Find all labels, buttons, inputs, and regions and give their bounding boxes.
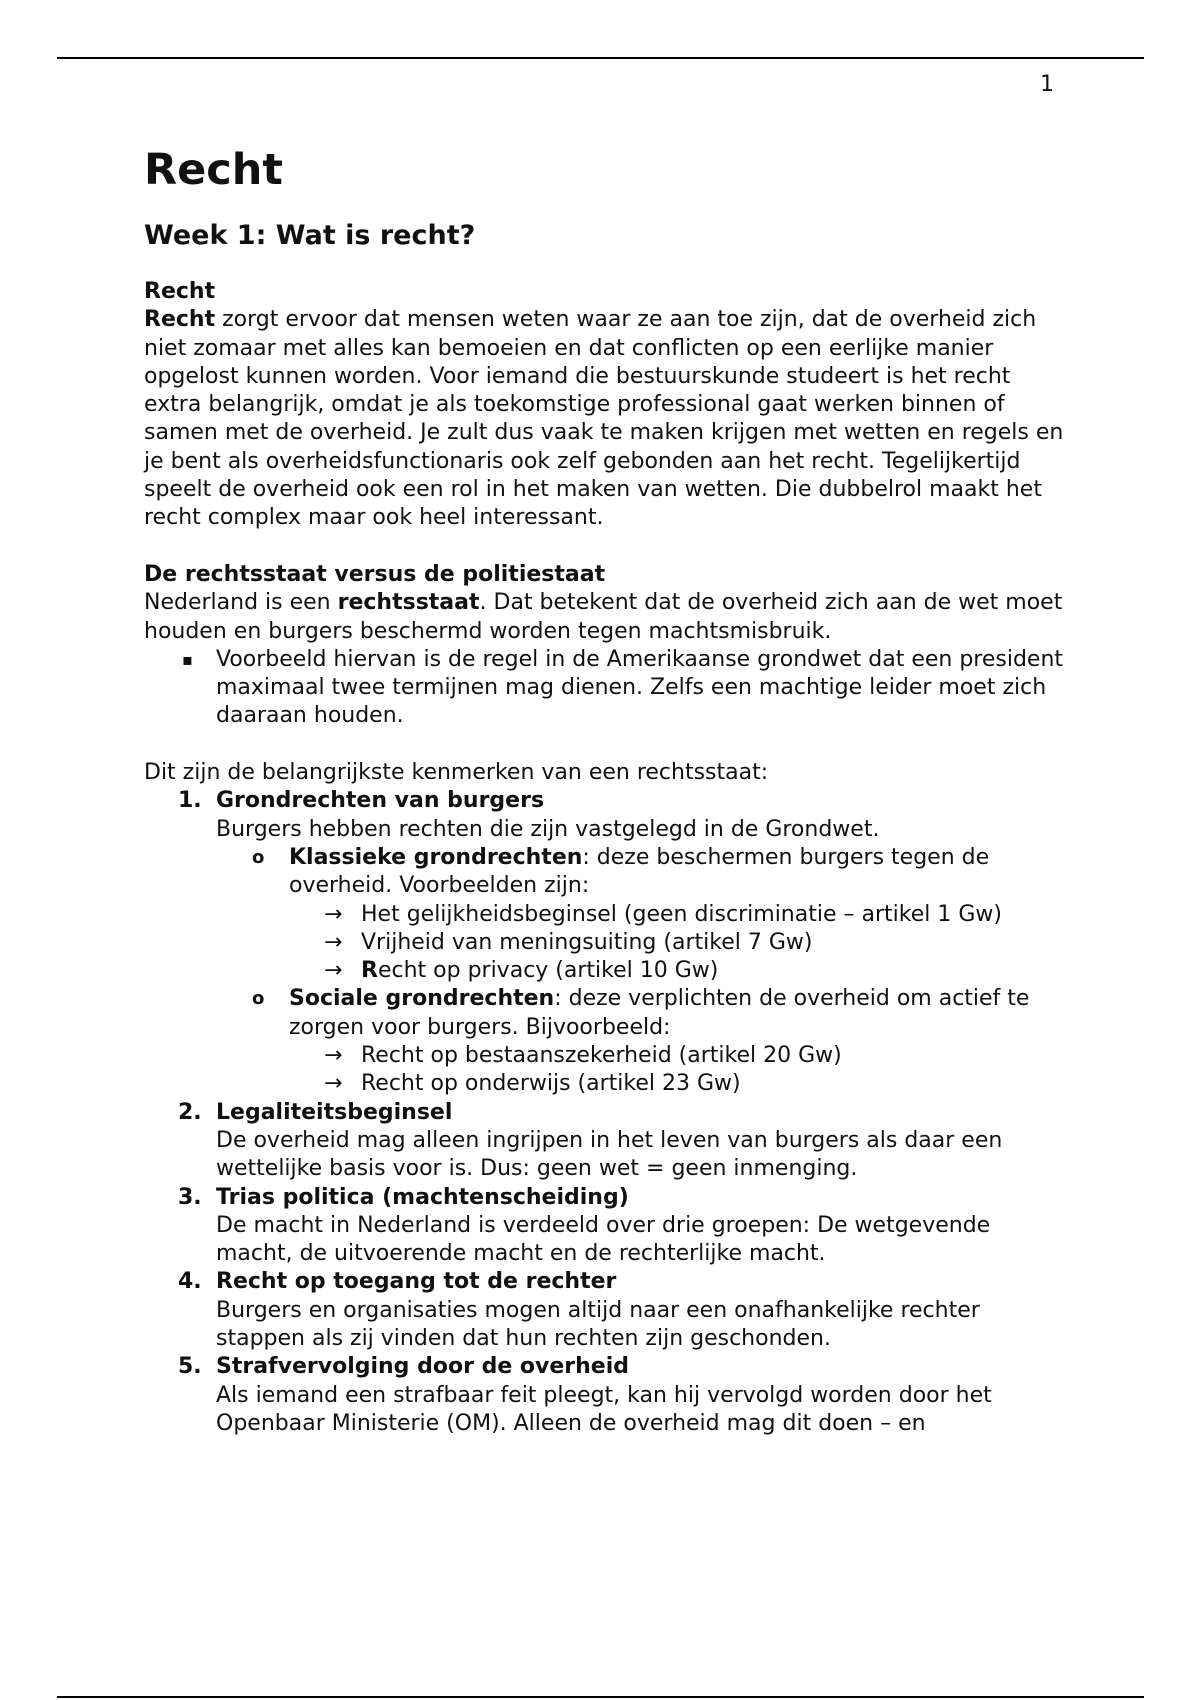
sub-item-desc: : deze verplichten de overheid om actief te zorgen voor burgers. Bijvoorbeeld:: [289, 986, 1030, 1040]
page-number: 1: [1040, 72, 1054, 97]
list-item-title: Grondrechten van burgers: [216, 788, 545, 814]
section-heading-rechtsstaat: De rechtsstaat versus de politiestaat: [144, 561, 606, 587]
footer-rule: [57, 1696, 1144, 1698]
list-item-desc: De overheid mag alleen ingrijpen in het leven van burgers als daar een wettelijke basis voor is. Dus: geen wet = geen inmenging.: [216, 1127, 1003, 1182]
section-heading-recht: Recht: [144, 279, 216, 304]
list-item: [144, 1268, 1064, 1353]
paragraph-recht: [144, 306, 1064, 532]
arrow-item-text: Vrijheid van meningsuiting (artikel 7 Gw): [361, 929, 813, 955]
arrow-right-icon: →: [324, 1043, 343, 1069]
document-title: Recht: [144, 145, 283, 195]
bullet-text: Voorbeeld hiervan is de regel in de Amerikaanse grondwet dat een president maximaal twee termijnen mag dienen. Zelfs een machtige leider moet zich daaraan houden.: [216, 646, 1064, 729]
arrow-list-item: [144, 929, 1064, 957]
square-bullet-icon: ▪: [182, 649, 193, 669]
arrow-list-item: [144, 901, 1064, 929]
sub-item-desc: : deze beschermen burgers tegen de overheid. Voorbeelden zijn:: [289, 844, 990, 899]
list-item: [144, 1353, 1064, 1438]
list-item-desc: Als iemand een strafbaar feit pleegt, kan hij vervolgd worden door het Openbaar Ministerie (OM). Alleen de overheid mag dit doen – en: [216, 1382, 992, 1436]
list-number: 1.: [178, 788, 202, 814]
header-rule: [57, 57, 1144, 59]
list-item-title: Legaliteitsbeginsel: [216, 1099, 453, 1125]
list-intro: Dit zijn de belangrijkste kenmerken van een rechtsstaat:: [144, 760, 769, 786]
week-heading: Week 1: Wat is recht?: [144, 220, 476, 251]
circle-bullet-icon: o: [252, 988, 265, 1010]
arrow-item-text: echt op privacy (artikel 10 Gw): [377, 958, 719, 984]
arrow-right-icon: →: [324, 901, 343, 927]
arrow-list-item: → Recht op privacy (artikel 10 Gw): [144, 957, 1064, 985]
arrow-item-text: Het gelijkheidsbeginsel (geen discriminatie – artikel 1 Gw): [361, 901, 1002, 927]
paragraph-text: zorgt ervoor dat mensen weten waar ze aan toe zijn, dat de overheid zich niet zomaar met alles kan bemoeien en dat conflicten op een eerlijke manier opgelost kunnen worden. Voor iemand die bestuurskunde studeert is het recht extra belangrijk, omdat je als toekomstige professional gaat werken binnen of samen met de overheid. Je zult dus vaak te maken krijgen met wetten en regels en je bent als overheidsfunctionaris ook zelf gebonden aan het recht. Tegelijkertijd speelt de overheid ook een rol in het maken van wetten. Die dubbelrol maakt het recht complex maar ook heel interessant.: [144, 307, 1064, 531]
arrow-right-icon: →: [324, 929, 343, 955]
list-item-desc: Burgers en organisaties mogen altijd naar een onafhankelijke rechter stappen als zij vinden dat hun rechten zijn geschonden.: [216, 1297, 980, 1351]
arrow-list-item: [144, 1042, 1064, 1070]
list-item: [144, 1099, 1064, 1184]
circle-bullet-icon: o: [252, 846, 265, 868]
arrow-right-icon: →: [324, 958, 343, 984]
list-number: 4.: [178, 1269, 202, 1295]
list-number: 5.: [178, 1354, 202, 1380]
list-number: 2.: [178, 1099, 202, 1125]
sub-item-title: Sociale grondrechten: [289, 986, 555, 1012]
list-item-title: Recht op toegang tot de rechter: [216, 1269, 617, 1295]
sub-item-title: Klassieke grondrechten: [289, 844, 583, 870]
bold-term: rechtsstaat: [337, 590, 480, 616]
sub-list-item: [144, 985, 1064, 1042]
paragraph-rechtsstaat: Nederland is een rechtsstaat. Dat betekent dat de overheid zich aan de wet moet houden en burgers beschermd worden tegen machtsmisbruik.: [144, 590, 1063, 644]
document-body: [144, 140, 1064, 1438]
arrow-list-item: [144, 1070, 1064, 1098]
bold-term: Recht: [144, 307, 216, 333]
bullet-item: [144, 646, 1064, 731]
list-item: [144, 1184, 1064, 1269]
list-item: [144, 787, 1064, 844]
arrow-item-text: Recht op onderwijs (artikel 23 Gw): [361, 1071, 741, 1097]
arrow-right-icon: →: [324, 1071, 343, 1097]
list-item-desc: De macht in Nederland is verdeeld over drie groepen: De wetgevende macht, de uitvoerende macht en de rechterlijke macht.: [216, 1212, 991, 1267]
sub-list-item: [144, 844, 1064, 901]
list-item-desc: Burgers hebben rechten die zijn vastgelegd in de Grondwet.: [216, 816, 880, 842]
list-item-title: Trias politica (machtenscheiding): [216, 1184, 629, 1210]
list-item-title: Strafvervolging door de overheid: [216, 1354, 630, 1380]
arrow-item-text: Recht op bestaanszekerheid (artikel 20 Gw): [361, 1043, 842, 1069]
list-number: 3.: [178, 1184, 202, 1210]
